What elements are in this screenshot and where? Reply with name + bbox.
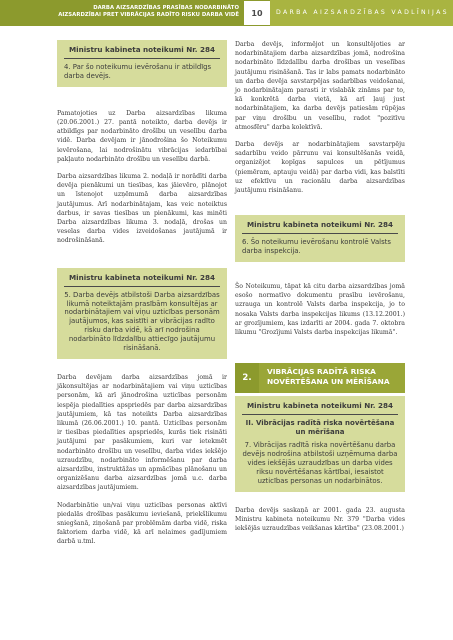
section-title: VIBRĀCIJAS RADĪTĀ RISKA NOVĒRTĒŠANA UN MĒRĪŠANA (259, 363, 405, 393)
right-column (235, 40, 405, 533)
box-title: Ministru kabineta noteikumi Nr. 284 (242, 220, 398, 234)
regulation-box-6 (235, 215, 405, 262)
header-left-title (0, 0, 244, 26)
header-left-line1: DARBA AIZSARDZĪBAS PRASĪBAS NODARBINĀTO (93, 5, 239, 11)
paragraph: Darba devējam darba aizsardzības jomā ir jākonsultējas ar nodarbinātajiem vai viņu uzticības personām, kā arī jānodrošina uzticības personām iespēja piedalīties apspriedēs par darba aizsardzības jautājumiem, kā tas noteikts Darba aizsardzības likumā (26.06.2001.) 10. pantā. Uzticības personām ir tiesības piedalīties apspriedēs, kurās tiek risināti jautājumi par pasākumiem, kuri var ietekmēt nodarbināto drošību un veselību, darba vides iekšējo uzraudzību, nodarbināto informēšanu par darba aizsardzību, instruktāžas un apmācības plānošanu un organizēšanu darba aizsardzības jomā u.c. darba aizsardzības jautājumiem. (57, 374, 227, 492)
box-text: 4. Par šo noteikumu ievērošanu ir atbildīgs darba devējs. (64, 63, 212, 80)
paragraph: Pamatojoties uz Darba aizsardzības likuma (20.06.2001.) 27. pantā noteikto, darba devējs ir atbildīgs par nodarbināto drošību un veselību darba vidē. Darba devējam ir jānodrošina šo Noteikumu ievērošana, lai nodrošinātu vibrācijas iedarbībai pakļauto nodarbināto drošību un veselību darbā. (57, 109, 227, 163)
box-title: Ministru kabineta noteikumi Nr. 284 (242, 401, 398, 415)
box-text: 5. Darba devējs atbilstoši Darba aizsardzības likumā noteiktajām prasībām konsultējas ar nodarbinātajiem vai viņu uzticības personām jautājumos, kas saistīti ar vibrācijas radīto risku darba vidē, kā arī nodrošina nodarbināto līdzdalību attiecīgo jautājumu risināšanā. (64, 290, 220, 353)
box-subtitle: II. Vibrācijas radītā riska novērtēšana un mērīšana (245, 419, 395, 437)
header-right-title: DARBA AIZSARDZĪBAS VADLĪNIJAS (270, 0, 453, 26)
box-title: Ministru kabineta noteikumi Nr. 284 (64, 273, 220, 287)
paragraph: Šo Noteikumu, tāpat kā citu darba aizsardzības jomā esošo normatīvo dokumentu prasību ievērošanu, uzrauga un kontrolē Valsts darba inspekcija, jo to nosaka Valsts darba inspekcijas likums (13.12.2001.) ar grozījumiem, kas izdarīti ar 2004. gada 7. oktobra likumu "Grozījumi Valsts darba inspekcijas likumā". (235, 283, 405, 337)
paragraph: Darba devējs ar nodarbinātajiem savstarpēju sadarbību veido pārrunu vai konsultēšanās veidā, organizējot kopīgas sapulces un pētījumus (piemēram, aptauju veidā) par darba vidi, kas balstīti uz efektīvu un racionālu darba aizsardzības jautājumu risināšanu. (235, 141, 405, 195)
paragraph: Nodarbinātie un/vai viņu uzticības personas aktīvi piedalās drošības pasākumu ieviešanā, priekšlikumu sniegšanā, ziņošanā par problēmām darba vidē, riska faktoriem darba vidē, kā arī nelaimes gadījumiem darbā u.tml. (57, 501, 227, 546)
paragraph: Darba devējs, informējot un konsultējoties ar nodarbinātajiem darba aizsardzības jomā, nodrošina nodarbināto līdzdalību darba drošības un veselības jautājumu risināšanā. Tas ir labs pamats nodarbināto un darba devēja savstarpējas sadarbības veidošanai, jo nodarbinātajam parasti ir vislabāk zināms par to, kā konkrētā darba vietā, kā arī ļauj just nodarbinātajiem, ka darba devējs patiesām rūpējas par viņu drošību un veselību, radot "pozitīvu atmosfēru" darba kolektīvā. (235, 41, 405, 131)
regulation-box-5 (57, 268, 227, 359)
section-number: 2. (235, 363, 259, 393)
header-left-line2: AIZSARDZĪBAI PRET VIBRĀCIJAS RADĪTO RISKU DARBA VIDĒ (58, 12, 239, 19)
box-text: 6. Šo noteikumu ievērošanu kontrolē Valsts darba inspekcija. (242, 238, 391, 256)
page-header (0, 0, 453, 26)
paragraph: Darba aizsardzības likuma 2. nodaļā ir norādīti darba devēja pienākumi un tiesības, kas jāievēro, plānojot un īstenojot uzņēmumā darba aizsardzības jautājumus. Arī nodarbinātajam, kas veic noteiktus darbus, ir savas tiesības un pienākumi, kas minēti Darba aizsardzības likuma 3. nodaļā, drošas un veselas darba vides izveidošanas jautājumā ir nodrošināšanā. (57, 173, 227, 245)
page-number: 10 (244, 0, 270, 26)
box-title: Ministru kabineta noteikumi Nr. 284 (64, 45, 220, 59)
regulation-box-7 (235, 396, 405, 492)
paragraph: Darba devējs saskaņā ar 2001. gada 23. augusta Ministru kabineta noteikumu Nr. 379 "Darba vides iekšējās uzraudzības veikšanas kārtība" (23.08.2001.) (235, 506, 405, 533)
regulation-box-4 (57, 40, 227, 87)
section-heading (235, 363, 405, 393)
left-column (57, 40, 227, 547)
box-text: 7. Vibrācijas radītā riska novērtēšanu darba devējs nodrošina atbilstoši uzņēmuma darba vides iekšējās uzraudzības un darba vides riksu novērtēšanas kārtībai, iesaistot uzticības personas un nodarbinātos. (242, 441, 398, 485)
